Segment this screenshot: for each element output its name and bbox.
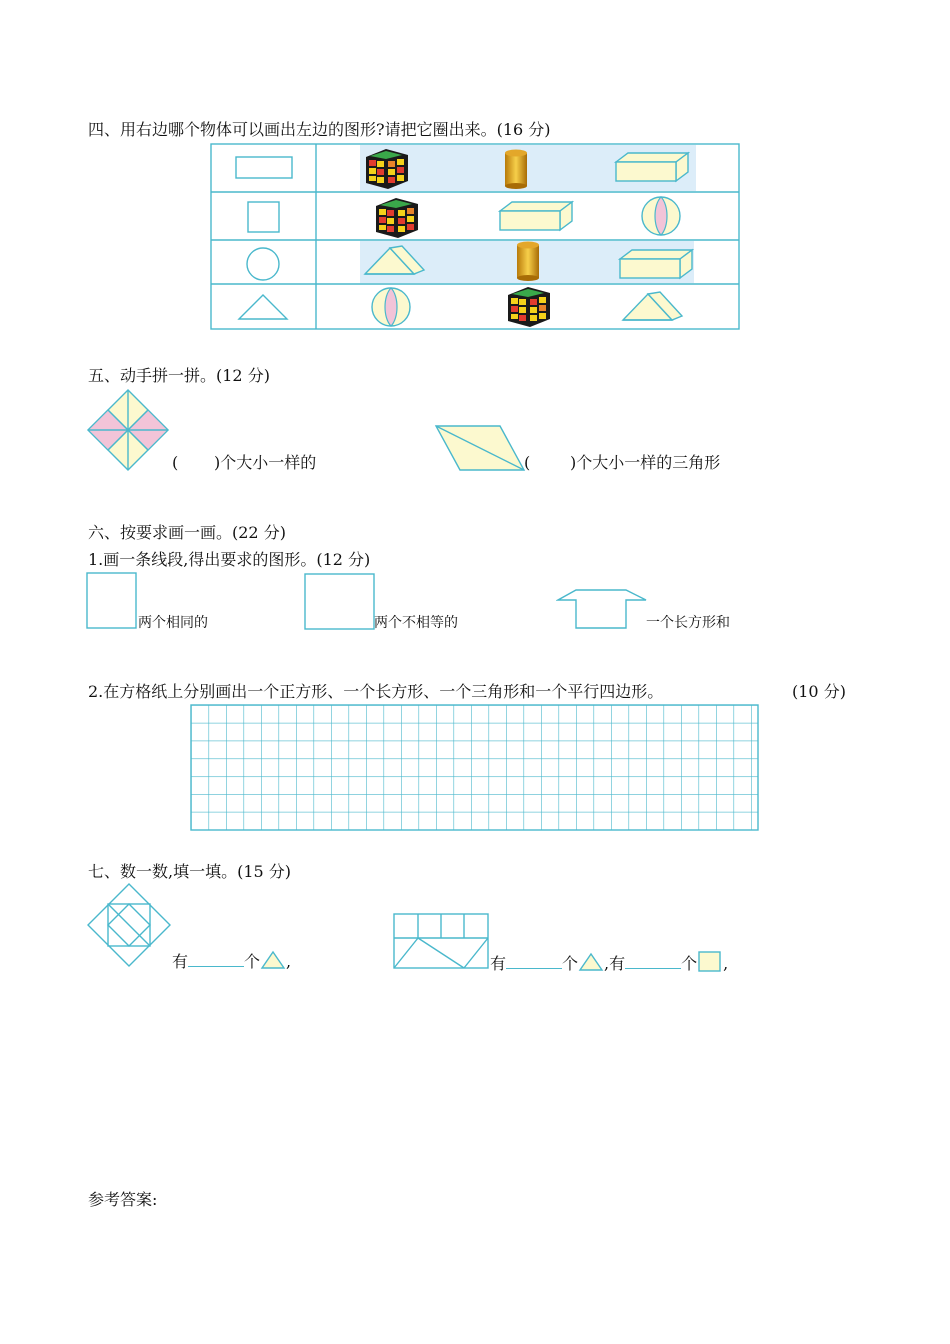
parallelogram-puzzle-icon (434, 424, 526, 474)
cuboid-box-icon[interactable] (498, 199, 574, 233)
answer-text-1: )个大小一样的 (214, 453, 317, 472)
rubiks-cube-icon[interactable] (504, 285, 554, 329)
objects-table (210, 143, 740, 331)
ge-label-2: 个 (681, 954, 698, 973)
answer-blank-b2[interactable] (625, 954, 681, 969)
small-square-icon (697, 950, 723, 972)
circle-icon (244, 245, 282, 283)
rectangle-triangles-figure (392, 912, 490, 970)
comma-you-label: ,有 (604, 954, 626, 973)
small-triangle-icon (260, 950, 286, 970)
rhombus-puzzle-icon (86, 388, 170, 472)
fill-text-a (172, 950, 291, 972)
rectangle-icon (235, 155, 295, 181)
ball-icon[interactable] (640, 195, 682, 237)
cuboid-box-icon[interactable] (614, 150, 690, 184)
small-triangle-icon (578, 952, 604, 972)
grid-paper[interactable] (190, 704, 760, 832)
cuboid-box-icon[interactable] (618, 247, 694, 281)
cylinder-can-icon[interactable] (514, 240, 542, 282)
section6-title: 六、按要求画一画。(22 分) (88, 523, 286, 542)
section7-title: 七、数一数,填一填。(15 分) (88, 862, 292, 881)
comma-label: , (286, 952, 292, 971)
ge-label: 个 (562, 954, 579, 973)
answer-blank-b1[interactable] (506, 954, 562, 969)
answers-title: 参考答案: (88, 1190, 158, 1209)
nested-square-figure (86, 882, 172, 968)
draw-box-a[interactable] (86, 572, 138, 630)
ball-icon[interactable] (370, 286, 412, 328)
question-6-2: 2.在方格纸上分别画出一个正方形、一个长方形、一个三角形和一个平行四边形。 (88, 682, 664, 701)
ge-label: 个 (244, 952, 261, 971)
draw-box-b[interactable] (304, 573, 376, 631)
you-label: 有 (172, 952, 189, 971)
you-label: 有 (490, 954, 507, 973)
cylinder-can-icon[interactable] (502, 148, 530, 190)
draw-house-shape[interactable] (556, 588, 648, 632)
answer-blank-a[interactable] (188, 952, 244, 967)
triangular-prism-icon[interactable] (362, 243, 426, 279)
section5-title: 五、动手拼一拼。(12 分) (88, 366, 270, 385)
triangle-icon (236, 291, 292, 323)
triangular-prism-icon[interactable] (620, 289, 684, 325)
question-6-1: 1.画一条线段,得出要求的图形。(12 分) (88, 550, 371, 569)
section4-title: 四、用右边哪个物体可以画出左边的图形?请把它圈出来。(16 分) (88, 120, 551, 139)
square-icon (246, 200, 282, 234)
fill-text-b (490, 950, 728, 974)
answer-paren-open: ( (172, 453, 179, 472)
label-two-same: 两个相同的 (138, 615, 208, 631)
label-two-unequal: 两个不相等的 (374, 615, 458, 631)
rubiks-cube-icon[interactable] (362, 147, 412, 191)
question-6-2-score: (10 分) (792, 682, 846, 701)
rubiks-cube-icon[interactable] (372, 196, 422, 240)
comma-end-label: , (723, 954, 729, 973)
answer-paren-open-2: ( (524, 453, 531, 472)
label-one-rectangle: 一个长方形和 (646, 615, 730, 631)
answer-text-2: )个大小一样的三角形 (570, 453, 721, 472)
